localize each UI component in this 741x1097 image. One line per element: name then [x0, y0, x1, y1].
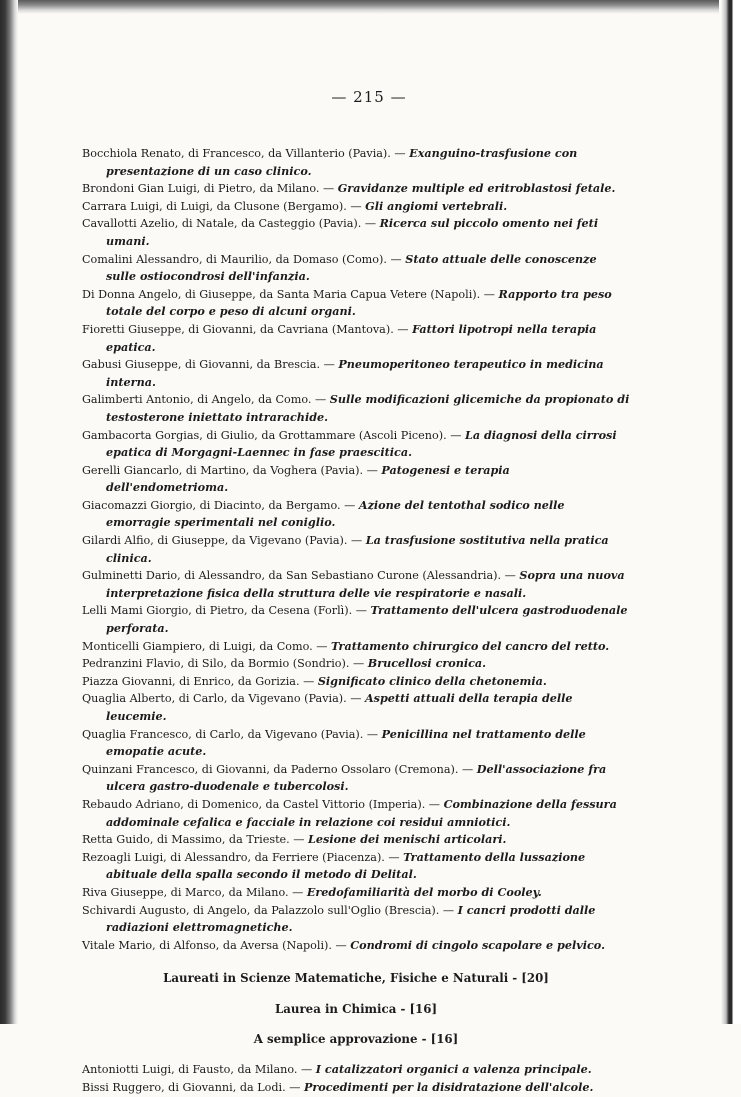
list-item: [82, 356, 630, 391]
entry-author: Gilardi Alfio, di Giuseppe, da Vigevano (Pavia). —: [82, 534, 366, 548]
entry-title: Brucellosi cronica.: [367, 656, 487, 671]
entry-title: Gravidanze multiple ed eritroblastosi fetale.: [337, 181, 616, 196]
list-item: [82, 251, 630, 286]
entry-title: Lesione dei menischi articolari.: [308, 832, 507, 847]
entry-title: La diagnosi della cirrosi epatica di Morgagni-Laennec in fase praescitica.: [106, 427, 617, 460]
entry-author: Gulminetti Dario, di Alessandro, da San Sebastiano Curone (Alessandria). —: [82, 569, 520, 583]
list-item: [82, 761, 630, 796]
list-item: [82, 655, 630, 673]
list-item: [82, 497, 630, 532]
entry-title: Patogenesi e terapia dell'endometrioma.: [106, 462, 510, 495]
list-item: [82, 673, 630, 691]
list-item: [82, 937, 630, 955]
entry-author: Bissi Ruggero, di Giovanni, da Lodi. —: [82, 1080, 304, 1094]
scan-left-edge: [0, 0, 18, 1024]
entry-title: Trattamento della lussazione abituale della spalla secondo il metodo di Delital.: [106, 849, 586, 882]
entry-author: Fioretti Giuseppe, di Giovanni, da Cavriana (Mantova). —: [82, 322, 413, 336]
list-item: [82, 902, 630, 937]
entry-author: Rebaudo Adriano, di Domenico, da Castel Vittorio (Imperia). —: [82, 797, 444, 811]
list-item: [82, 198, 630, 216]
entry-author: Di Donna Angelo, di Giuseppe, da Santa Maria Capua Vetere (Napoli). —: [82, 287, 499, 301]
entry-title: Dell'associazione fra ulcera gastro-duodenale e tubercolosi.: [106, 761, 607, 794]
entry-title: I cancri prodotti dalle radiazioni elettromagnetiche.: [106, 902, 596, 935]
entry-author: Gabusi Giuseppe, di Giovanni, da Brescia. —: [82, 358, 339, 372]
list-item: [82, 462, 630, 497]
entry-title: Significato clinico della chetonemia.: [317, 673, 547, 688]
list-item: [82, 884, 630, 902]
list-item: [82, 1079, 630, 1097]
entry-author: Gerelli Giancarlo, di Martino, da Voghera (Pavia). —: [82, 463, 382, 477]
list-item: [82, 849, 630, 884]
entry-title: Fattori lipotropi nella terapia epatica.: [106, 321, 597, 354]
list-item: [82, 602, 630, 637]
entry-title: Rapporto tra peso totale del corpo e peso di alcuni organi.: [106, 286, 612, 319]
entry-title: Trattamento dell'ulcera gastroduodenale perforata.: [106, 603, 628, 636]
list-item: [82, 690, 630, 725]
entry-title: Stato attuale delle conoscenze sulle ostiocondrosi dell'infanzia.: [106, 251, 597, 284]
entry-title: Condromi di cingolo scapolare e pelvico.: [350, 937, 605, 952]
entry-title: Pneumoperitoneo terapeutico in medicina interna.: [106, 357, 604, 389]
entry-title: Sulle modificazioni glicemiche da propionato di testosterone iniettato intrarachide.: [106, 392, 630, 424]
list-item: [82, 638, 630, 656]
entry-author: Monticelli Giampiero, di Luigi, da Como. —: [82, 639, 332, 653]
entry-author: Comalini Alessandro, di Maurilio, da Domaso (Como). —: [82, 252, 406, 266]
entry-author: Pedranzini Flavio, di Silo, da Bormio (Sondrio). —: [82, 657, 368, 671]
entry-author: Brondoni Gian Luigi, di Pietro, da Milano. —: [82, 182, 338, 196]
entry-title: Eredofamiliarità del morbo di Cooley.: [306, 884, 542, 899]
entry-author: Carrara Luigi, di Luigi, da Clusone (Bergamo). —: [82, 199, 366, 213]
list-item: [82, 427, 630, 462]
section-heading-science: Laureati in Scienze Matematiche, Fisiche e Naturali - [20]: [163, 971, 549, 986]
entry-author: Cavallotti Azelio, di Natale, da Casteggio (Pavia). —: [82, 217, 380, 231]
scan-right-edge: [719, 0, 741, 1024]
list-item: [82, 831, 630, 849]
entry-title: I catalizzatori organici a valenza principale.: [315, 1062, 592, 1077]
list-item: [82, 796, 630, 831]
entry-title: Combinazione della fessura addominale cefalica e facciale in relazione coi residui amniotici.: [106, 796, 617, 829]
section-heading-chemistry: Laurea in Chimica - [16]: [274, 1002, 438, 1017]
entry-title: Procedimenti per la disidratazione dell'alcole.: [303, 1079, 594, 1094]
entry-title: Aspetti attuali della terapia delle leucemie.: [106, 691, 573, 723]
list-item: [82, 145, 630, 180]
entry-author: Gambacorta Gorgias, di Giulio, da Grottammare (Ascoli Piceno). —: [82, 428, 465, 442]
entry-author: Galimberti Antonio, di Angelo, da Como. —: [82, 393, 330, 407]
entry-title: Ricerca sul piccolo omento nei feti umani.: [106, 216, 599, 248]
entry-author: Bocchiola Renato, di Francesco, da Villanterio (Pavia). —: [82, 147, 410, 160]
section-heading-approval: A semplice approvazione - [16]: [253, 1032, 459, 1047]
entry-title: Trattamento chirurgico del cancro del retto.: [331, 638, 610, 653]
list-item: [82, 321, 630, 356]
entry-title: Sopra una nuova interpretazione fisica della struttura delle vie respiratorie e nasali.: [106, 568, 625, 600]
entry-title: Exanguino-trasfusione con presentazione di un caso clinico.: [106, 146, 578, 178]
entry-author: Retta Guido, di Massimo, da Trieste. —: [82, 833, 309, 847]
list-item: [82, 1061, 630, 1079]
entry-title: Gli angiomi vertebrali.: [365, 198, 508, 213]
entry-author: Piazza Giovanni, di Enrico, da Gorizia. —: [82, 674, 318, 688]
list-item: [82, 391, 630, 426]
entry-author: Quaglia Francesco, di Carlo, da Vigevano (Pavia). —: [82, 727, 382, 741]
entry-author: Quinzani Francesco, di Giovanni, da Paderno Ossolaro (Cremona). —: [82, 762, 477, 776]
list-item: [82, 726, 630, 761]
entry-author: Giacomazzi Giorgio, di Diacinto, da Bergamo. —: [82, 498, 359, 512]
entry-title: Penicillina nel trattamento delle emopatie acute.: [106, 726, 586, 759]
list-item: [82, 180, 630, 198]
scan-top-edge: [0, 0, 741, 14]
list-item: [82, 567, 630, 602]
entry-title: La trasfusione sostitutiva nella pratica clinica.: [106, 533, 609, 565]
entry-author: Vitale Mario, di Alfonso, da Aversa (Napoli). —: [82, 938, 351, 952]
entry-author: Quaglia Alberto, di Carlo, da Vigevano (Pavia). —: [82, 692, 365, 706]
list-item: [82, 286, 630, 321]
document-page: [82, 88, 630, 1097]
entry-author: Rezoagli Luigi, di Alessandro, da Ferriere (Piacenza). —: [82, 850, 404, 864]
page-number: — 215 —: [331, 88, 407, 106]
entry-author: Riva Giuseppe, di Marco, da Milano. —: [82, 885, 307, 899]
thesis-list-medicine: [82, 145, 630, 954]
list-item: [82, 532, 630, 567]
thesis-list-chemistry: [82, 1061, 630, 1096]
entry-title: Azione del tentothal sodico nelle emorragie sperimentali nel coniglio.: [106, 497, 565, 530]
list-item: [82, 215, 630, 250]
entry-author: Antoniotti Luigi, di Fausto, da Milano. —: [82, 1063, 316, 1077]
entry-author: Lelli Mami Giorgio, di Pietro, da Cesena (Forlì). —: [82, 604, 371, 618]
entry-author: Schivardi Augusto, di Angelo, da Palazzolo sull'Oglio (Brescia). —: [82, 903, 458, 917]
